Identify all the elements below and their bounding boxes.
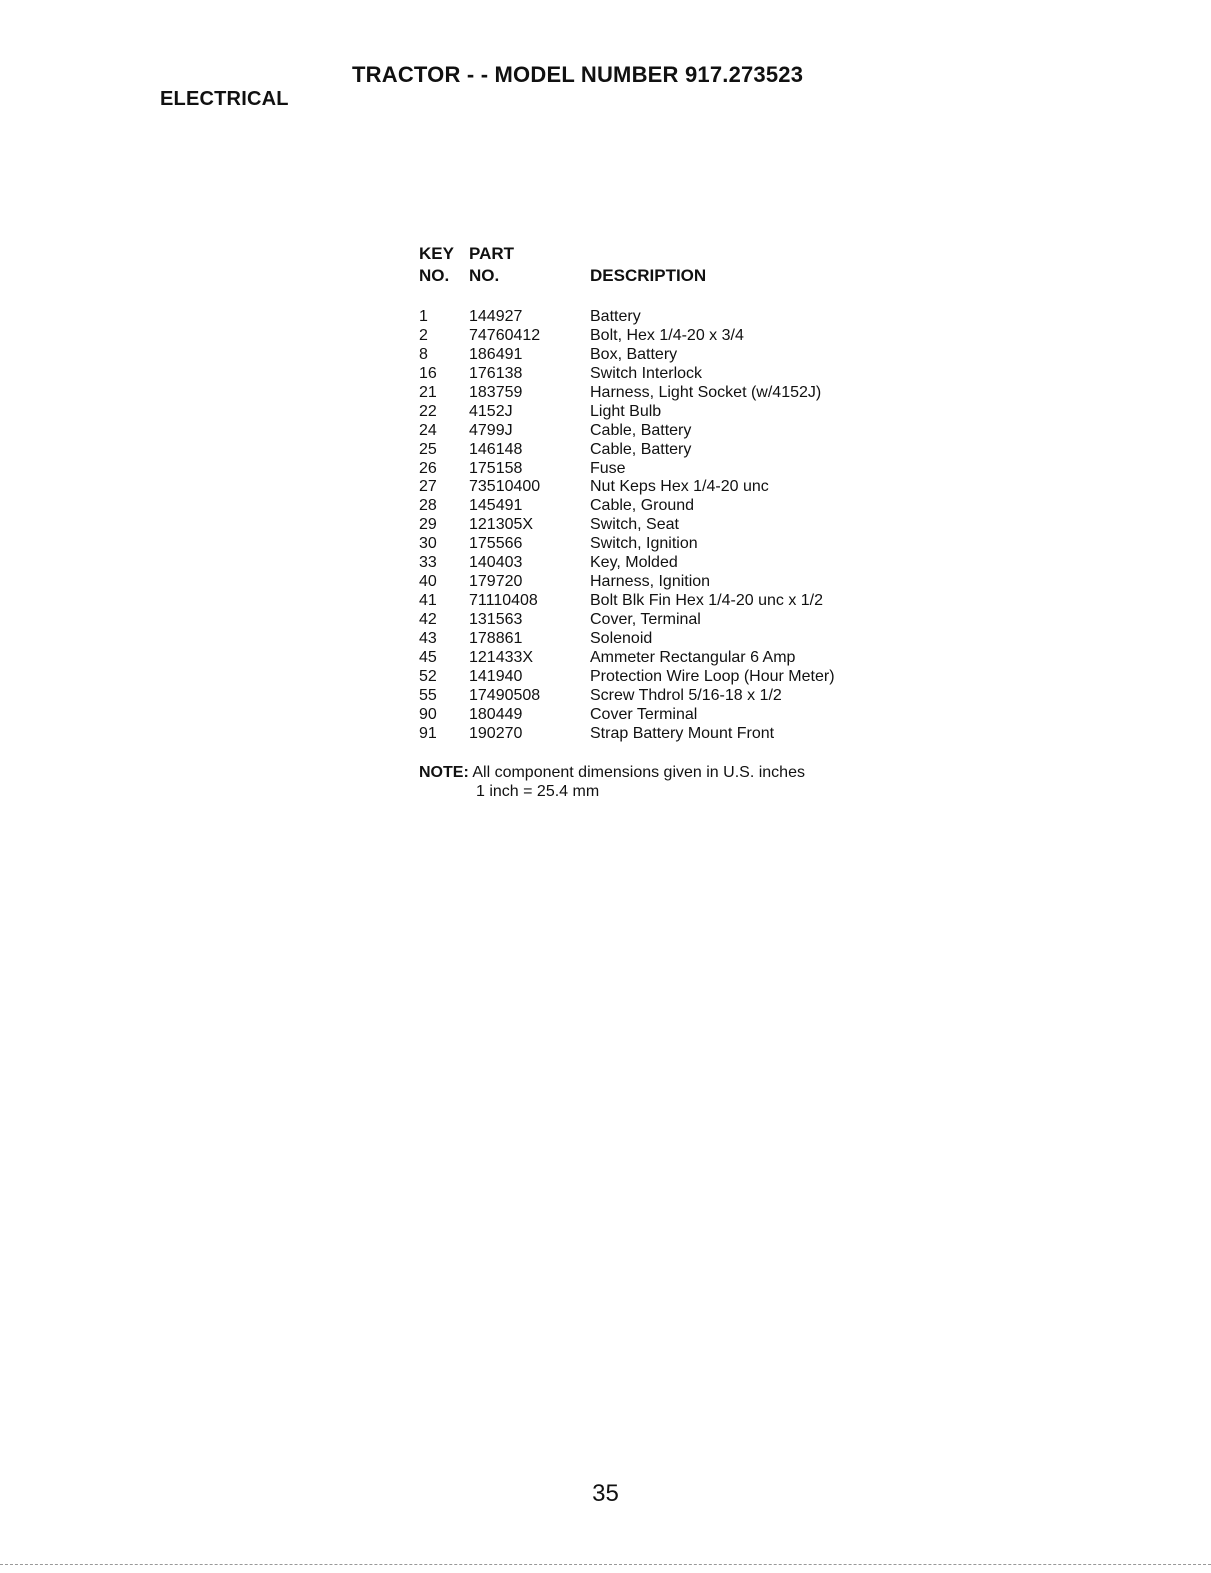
part-number: 74760412 [469,326,541,344]
table-row [419,478,889,497]
part-description: Battery [590,308,641,325]
table-row [419,460,889,479]
part-number: 131563 [469,611,523,628]
part-number: 145491 [469,497,523,515]
part-number: 4799J [469,421,513,439]
key-number: 1 [419,308,428,325]
table-header-row-2 [419,266,889,288]
part-description: Bolt Blk Fin Hex 1/4-20 unc x 1/2 [590,592,823,610]
key-number: 91 [419,724,437,742]
key-number: 2 [419,326,428,344]
header-part-no-label: NO. [469,266,500,285]
key-number: 21 [419,383,437,401]
key-number: 22 [419,402,437,420]
part-description: Bolt, Hex 1/4-20 x 3/4 [590,326,744,344]
part-number: 71110408 [469,592,538,610]
part-number: 73510400 [469,478,541,496]
header-key-no-label: NO. [419,266,450,285]
table-row [419,346,889,365]
key-number: 55 [419,686,437,704]
part-number: 178861 [469,629,523,647]
table-row [419,592,889,611]
part-description: Switch Interlock [590,364,703,382]
part-number: 144927 [469,308,523,325]
part-description: Protection Wire Loop (Hour Meter) [590,667,835,685]
part-number: 175158 [469,459,523,477]
key-number: 24 [419,421,437,439]
key-number: 90 [419,705,437,723]
key-number: 52 [419,667,437,685]
part-description: Cable, Ground [590,497,695,515]
part-number: 190270 [469,724,523,742]
part-description: Strap Battery Mount Front [590,724,775,742]
part-number: 141940 [469,667,523,685]
part-description: Box, Battery [590,345,678,363]
part-description: Harness, Light Socket (w/4152J) [590,383,822,401]
table-row [419,422,889,441]
header-key-label: KEY [419,244,454,263]
page-number: 35 [592,1480,619,1507]
header-part-label: PART [469,244,515,263]
part-description: Fuse [590,459,626,477]
key-number: 28 [419,497,437,515]
table-body [419,308,889,744]
part-number: 180449 [469,705,523,723]
table-row [419,384,889,403]
note-text: All component dimensions given in U.S. inches [472,764,805,781]
section-heading: ELECTRICAL [160,88,289,110]
parts-list [419,244,889,744]
note [419,763,805,801]
part-number: 4152J [469,402,513,420]
part-number: 179720 [469,573,523,591]
part-description: Ammeter Rectangular 6 Amp [590,648,796,666]
note-label: NOTE: [419,764,469,781]
table-row [419,687,889,706]
table-header-row-1 [419,244,889,266]
table-row [419,327,889,346]
key-number: 40 [419,573,437,591]
header-description-label: DESCRIPTION [590,266,707,285]
part-number: 17490508 [469,686,541,704]
key-number: 16 [419,364,437,382]
table-row [419,611,889,630]
part-description: Cable, Battery [590,421,692,439]
table-row [419,706,889,725]
page-title: TRACTOR - - MODEL NUMBER 917.273523 [352,62,804,87]
part-number: 175566 [469,535,523,553]
part-description: Cable, Battery [590,440,692,458]
key-number: 26 [419,459,437,477]
part-description: Screw Thdrol 5/16-18 x 1/2 [590,686,782,704]
table-row [419,308,889,327]
part-description: Solenoid [590,629,653,647]
part-number: 121305X [469,516,534,534]
key-number: 43 [419,629,437,647]
part-description: Harness, Ignition [590,573,711,591]
part-description: Switch, Ignition [590,535,698,553]
table-row [419,725,889,744]
part-description: Nut Keps Hex 1/4-20 unc [590,478,769,496]
table-row [419,403,889,422]
table-row [419,365,889,384]
table-row [419,573,889,592]
table-row [419,497,889,516]
part-description: Switch, Seat [590,516,679,534]
bottom-divider [0,1564,1211,1565]
table-row [419,516,889,535]
note-line-1 [419,763,805,782]
key-number: 8 [419,345,428,363]
key-number: 29 [419,516,437,534]
part-description: Key, Molded [590,554,678,572]
part-number: 140403 [469,554,523,572]
key-number: 41 [419,592,437,610]
part-description: Light Bulb [590,402,662,420]
table-row [419,535,889,554]
key-number: 45 [419,648,437,666]
key-number: 30 [419,535,437,553]
part-number: 186491 [469,345,523,363]
part-description: Cover Terminal [590,705,698,723]
key-number: 33 [419,554,437,572]
note-line-2: 1 inch = 25.4 mm [476,783,600,800]
key-number: 27 [419,478,437,496]
part-number: 183759 [469,383,523,401]
table-row [419,630,889,649]
table-row [419,441,889,460]
table-row [419,649,889,668]
part-number: 176138 [469,364,523,382]
table-row [419,554,889,573]
table-row [419,668,889,687]
key-number: 42 [419,611,437,628]
part-number: 121433X [469,648,534,666]
key-number: 25 [419,440,437,458]
part-number: 146148 [469,440,523,458]
part-description: Cover, Terminal [590,611,701,628]
